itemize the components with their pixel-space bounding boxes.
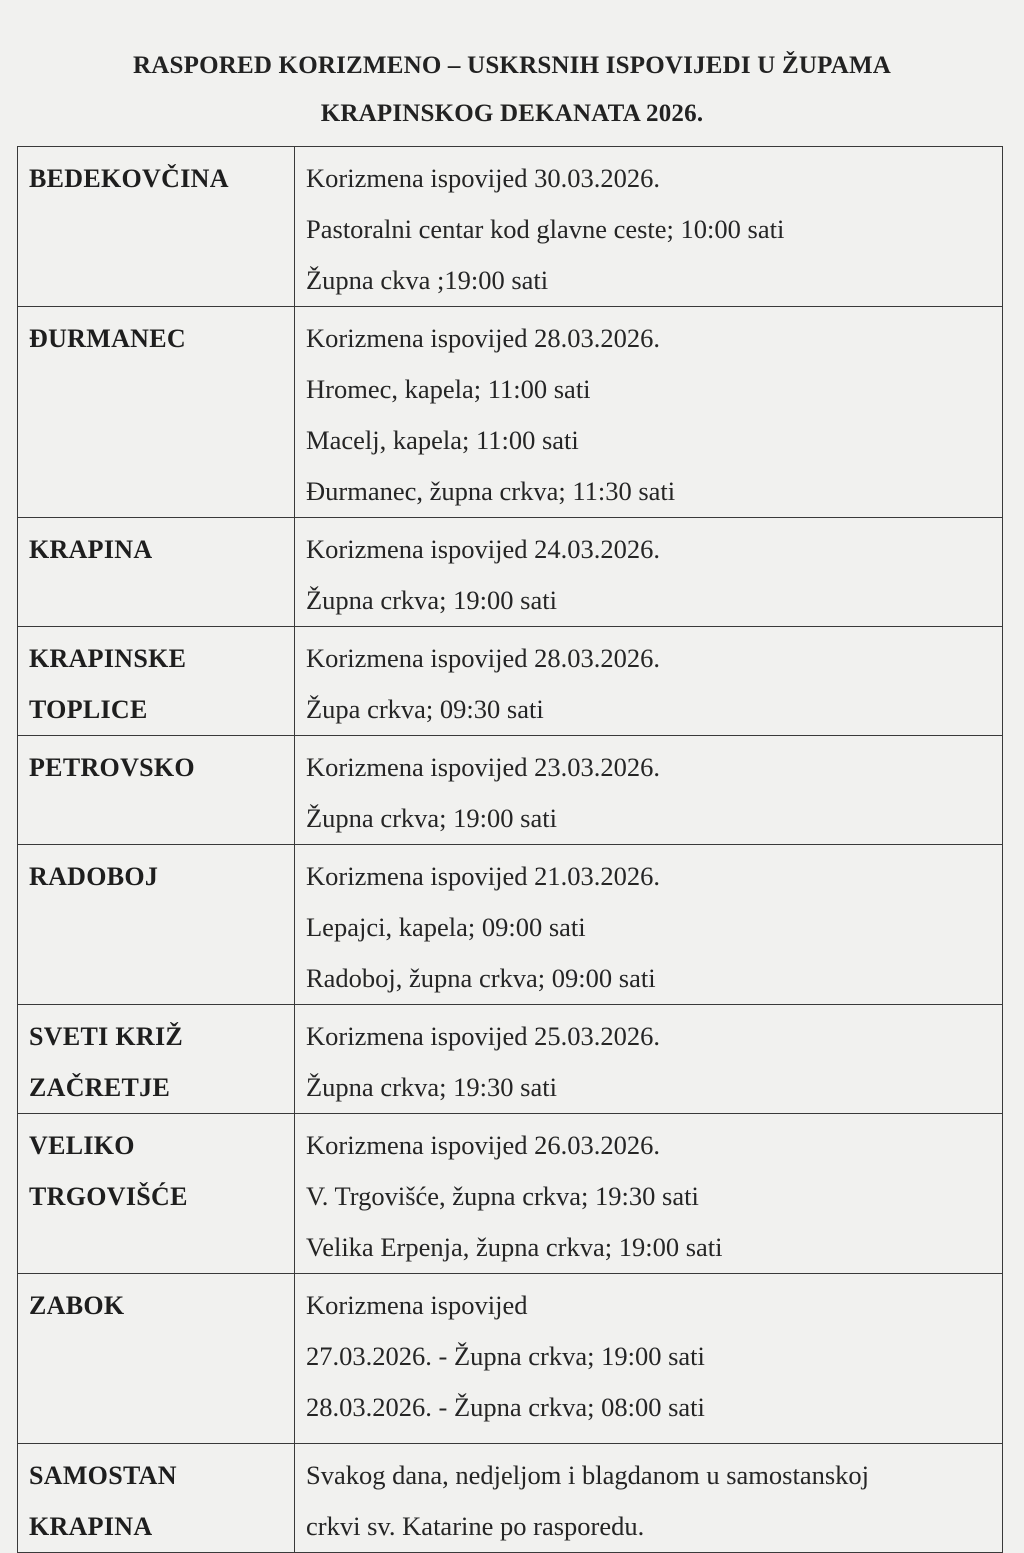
confession-details-cell <box>295 147 1003 307</box>
confession-details-cell <box>295 1274 1003 1444</box>
parish-name <box>18 736 294 793</box>
parish-name <box>18 1005 294 1113</box>
document-title-line-1: RASPORED KORIZMENO – USKRSNIH ISPOVIJEDI U ŽUPAMA <box>132 52 892 79</box>
confession-details <box>295 1274 1002 1433</box>
confession-date-line: Korizmena ispovijed 21.03.2026. <box>306 861 661 891</box>
confession-location-line: Župna ckva ;19:00 sati <box>306 265 549 295</box>
confession-date-line: Korizmena ispovijed 28.03.2026. <box>306 323 661 353</box>
parish-name-line: BEDEKOVČINA <box>29 164 229 193</box>
table-row <box>18 845 1003 1005</box>
confession-date-line: Svakog dana, nedjeljom i blagdanom u samostanskoj <box>306 1460 870 1490</box>
parish-name <box>18 845 294 902</box>
confession-date-line: Korizmena ispovijed 26.03.2026. <box>306 1130 661 1160</box>
parish-name-line: KRAPINA <box>29 535 153 564</box>
confession-details <box>295 736 1002 844</box>
parish-cell <box>18 845 295 1005</box>
parish-name <box>18 627 294 735</box>
parish-cell <box>18 307 295 518</box>
confession-details-cell <box>295 1114 1003 1274</box>
confession-location-line: Hromec, kapela; 11:00 sati <box>306 374 591 404</box>
schedule-table-body <box>18 147 1003 1553</box>
confession-details-cell <box>295 518 1003 627</box>
confession-details <box>295 845 1002 1004</box>
confession-details <box>295 1444 1002 1552</box>
parish-name-line: KRAPINSKE <box>29 644 187 673</box>
confession-details <box>295 627 1002 735</box>
parish-name <box>18 1274 294 1331</box>
parish-name-line: PETROVSKO <box>29 753 195 782</box>
confession-location-line: Radoboj, župna crkva; 09:00 sati <box>306 963 656 993</box>
parish-name <box>18 307 294 364</box>
table-row <box>18 1114 1003 1274</box>
confession-details-cell <box>295 1005 1003 1114</box>
confession-details-cell <box>295 627 1003 736</box>
parish-name-line: KRAPINA <box>29 1512 153 1541</box>
table-row <box>18 147 1003 307</box>
parish-cell <box>18 627 295 736</box>
parish-name-line: ZAČRETJE <box>29 1073 171 1102</box>
parish-cell <box>18 1005 295 1114</box>
confession-location-line: Župna crkva; 19:00 sati <box>306 585 557 615</box>
confession-location-line: Župna crkva; 19:30 sati <box>306 1072 557 1102</box>
confession-details-cell <box>295 307 1003 518</box>
confession-details <box>295 518 1002 626</box>
confession-location-line: Macelj, kapela; 11:00 sati <box>306 425 579 455</box>
confession-details <box>295 147 1002 306</box>
confession-date-line: Korizmena ispovijed 24.03.2026. <box>306 534 661 564</box>
table-row <box>18 1274 1003 1444</box>
parish-name-line: ZABOK <box>29 1291 125 1320</box>
confession-location-line: Župna crkva; 19:00 sati <box>306 803 557 833</box>
confession-location-line: Pastoralni centar kod glavne ceste; 10:00 sati <box>306 214 785 244</box>
parish-name <box>18 1444 294 1552</box>
confession-location-line: Župa crkva; 09:30 sati <box>306 694 544 724</box>
parish-name-line: RADOBOJ <box>29 862 159 891</box>
parish-name <box>18 1114 294 1222</box>
parish-cell <box>18 147 295 307</box>
confession-date-line: Korizmena ispovijed 30.03.2026. <box>306 163 661 193</box>
confession-details <box>295 1005 1002 1113</box>
parish-name-line: SVETI KRIŽ <box>29 1022 183 1051</box>
confession-date-line: Korizmena ispovijed 28.03.2026. <box>306 643 661 673</box>
parish-name-line: ĐURMANEC <box>29 324 186 353</box>
confession-location-line: 27.03.2026. - Župna crkva; 19:00 sati <box>306 1341 705 1371</box>
parish-cell <box>18 1114 295 1274</box>
parish-cell <box>18 518 295 627</box>
confession-date-line: Korizmena ispovijed 23.03.2026. <box>306 752 661 782</box>
table-row <box>18 736 1003 845</box>
confession-location-line: Đurmanec, župna crkva; 11:30 sati <box>306 476 676 506</box>
confession-details-cell <box>295 1444 1003 1553</box>
confession-location-line: crkvi sv. Katarine po rasporedu. <box>306 1511 645 1541</box>
table-row <box>18 518 1003 627</box>
confession-location-line: 28.03.2026. - Župna crkva; 08:00 sati <box>306 1392 705 1422</box>
parish-name-line: SAMOSTAN <box>29 1461 177 1490</box>
confession-location-line: Lepajci, kapela; 09:00 sati <box>306 912 586 942</box>
table-row <box>18 1005 1003 1114</box>
document-title-line-2: KRAPINSKOG DEKANATA 2026. <box>320 100 704 127</box>
confession-details <box>295 307 1002 517</box>
table-row <box>18 1444 1003 1553</box>
parish-name <box>18 147 294 204</box>
parish-name-line: VELIKO <box>29 1131 135 1160</box>
confession-date-line: Korizmena ispovijed 25.03.2026. <box>306 1021 661 1051</box>
parish-cell <box>18 1444 295 1553</box>
confession-location-line: V. Trgovišće, župna crkva; 19:30 sati <box>306 1181 699 1211</box>
confession-date-line: Korizmena ispovijed <box>306 1290 528 1320</box>
confession-schedule-table <box>17 146 1003 1553</box>
confession-details-cell <box>295 736 1003 845</box>
parish-name-line: TRGOVIŠĆE <box>29 1182 188 1211</box>
parish-cell <box>18 736 295 845</box>
parish-cell <box>18 1274 295 1444</box>
confession-location-line: Velika Erpenja, župna crkva; 19:00 sati <box>306 1232 723 1262</box>
table-row <box>18 307 1003 518</box>
confession-details <box>295 1114 1002 1273</box>
parish-name-line: TOPLICE <box>29 695 148 724</box>
parish-name <box>18 518 294 575</box>
table-row <box>18 627 1003 736</box>
confession-details-cell <box>295 845 1003 1005</box>
